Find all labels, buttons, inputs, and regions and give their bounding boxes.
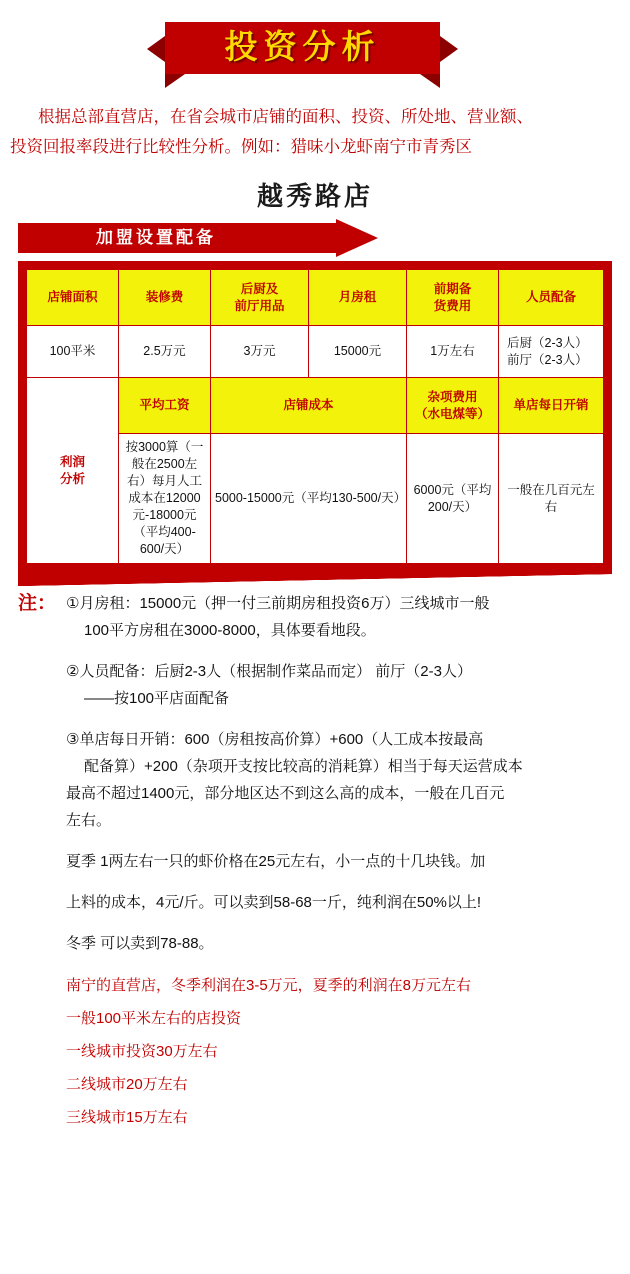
summary-line: 一线城市投资30万左右 — [66, 1043, 218, 1060]
staff-line: 后厨（2-3人） — [507, 335, 588, 350]
notes-label: 注： — [18, 593, 57, 614]
banner-tail-right — [420, 74, 440, 88]
arrow-icon — [336, 219, 378, 257]
page-title: 投资分析 — [224, 27, 381, 66]
header-text: 货费用 — [433, 298, 472, 313]
intro-line-2: 投资回报率段进行比较性分析。例如：猎味小龙虾南宁市青秀区 — [10, 138, 472, 156]
notes-section — [14, 590, 616, 1131]
note-item-1 — [66, 590, 616, 644]
table-cell-area: 100平米 — [27, 326, 119, 378]
table-row — [27, 326, 604, 378]
note-line: ①月房租：15000元（押一付三前期房租投资6万）三线城市一般 — [66, 595, 490, 612]
staff-line: 前厅（2-3人） — [507, 352, 588, 367]
summary-red-lines — [66, 972, 616, 1131]
table-cell-rent: 15000元 — [309, 326, 407, 378]
note-line: 上料的成本，4元/斤。可以卖到58-68一斤，纯利润在50%以上! — [66, 894, 482, 911]
section-header — [18, 223, 378, 257]
investment-table — [26, 269, 604, 564]
table-cell-daily-expense: 一般在几百元左右 — [499, 434, 604, 564]
store-name: 越秀路店 — [256, 182, 373, 212]
summary-line: 南宁的直营店，冬季利润在3-5万元，夏季的利润在8万元左右 — [66, 977, 472, 994]
table-header-cell — [119, 378, 211, 434]
table-cell-staff — [499, 326, 604, 378]
note-line: ③单店每日开销：600（房租按高价算）+600（人工成本按最高 — [66, 731, 484, 748]
summary-line: 二线城市20万左右 — [66, 1076, 188, 1093]
header-text: 前期备 — [433, 281, 472, 296]
table-cell-avg-salary: 按3000算（一般在2500左右）每月人工成本在12000元-18000元（平均400-600/天） — [119, 434, 211, 564]
table-header-cell — [407, 378, 499, 434]
note-line: 100平方房租在3000-8000，具体要看地段。 — [84, 622, 376, 639]
table-cell-kitchen-supplies: 3万元 — [211, 326, 309, 378]
table-header-cell — [407, 270, 499, 326]
profit-label-line: 分析 — [59, 471, 85, 486]
header-text: 店铺成本 — [283, 398, 334, 412]
note-line: ——按100平店面配备 — [84, 690, 230, 707]
table-header-cell — [309, 270, 407, 326]
table-cell-store-cost: 5000-15000元（平均130-500/天） — [211, 434, 407, 564]
table-header-row-2 — [27, 378, 604, 434]
header-text: 人员配备 — [525, 290, 576, 304]
title-banner — [0, 14, 630, 96]
table-header-cell — [499, 270, 604, 326]
summary-line: 三线城市15万左右 — [66, 1109, 188, 1126]
table-header-cell — [499, 378, 604, 434]
note-line: 左右。 — [66, 812, 112, 829]
header-text: 杂项费用 — [427, 389, 478, 404]
header-text: 前厅用品 — [234, 298, 285, 313]
table-cell-misc-cost: 6000元（平均200/天） — [407, 434, 499, 564]
table-cell-stock: 1万左右 — [407, 326, 499, 378]
table-header-cell — [211, 378, 407, 434]
header-text: （水电煤等） — [414, 406, 490, 421]
header-text: 装修费 — [145, 290, 184, 304]
intro-line-1: 根据总部直营店，在省会城市店铺的面积、投资、所处地、营业额、 — [38, 108, 533, 126]
header-text: 月房租 — [338, 290, 377, 304]
profit-label-line: 利润 — [59, 454, 85, 469]
note-item-3 — [66, 726, 616, 834]
profit-analysis-label — [27, 378, 119, 564]
table-header-cell — [211, 270, 309, 326]
table-header-cell — [27, 270, 119, 326]
intro-paragraph — [0, 96, 630, 162]
notes-body — [14, 590, 616, 1131]
banner-tail-left — [165, 74, 185, 88]
header-text: 平均工资 — [139, 398, 190, 412]
seasonal-note — [66, 849, 616, 957]
note-line: ②人员配备：后厨2-3人（根据制作菜品而定） 前厅（2-3人） — [66, 663, 472, 680]
note-line: 冬季 可以卖到78-88。 — [66, 935, 214, 952]
note-line: 配备算）+200（杂项开支按比较高的消耗算）相当于每天运营成本 — [84, 758, 523, 775]
summary-line: 一般100平米左右的店投资 — [66, 1010, 242, 1027]
table-header-row-1 — [27, 270, 604, 326]
table-header-cell — [119, 270, 211, 326]
table-cell-decoration: 2.5万元 — [119, 326, 211, 378]
note-item-2 — [66, 658, 616, 712]
header-text: 店铺面积 — [47, 290, 98, 304]
header-text: 后厨及 — [240, 281, 279, 296]
investment-table-container — [18, 261, 612, 574]
header-text: 单店每日开销 — [513, 398, 589, 412]
note-line: 最高不超过1400元，部分地区达不到这么高的成本，一般在几百元 — [66, 785, 505, 802]
note-line: 夏季 1两左右一只的虾价格在25元左右，小一点的十几块钱。加 — [66, 853, 486, 870]
section-header-label: 加盟设置配备 — [96, 228, 216, 247]
